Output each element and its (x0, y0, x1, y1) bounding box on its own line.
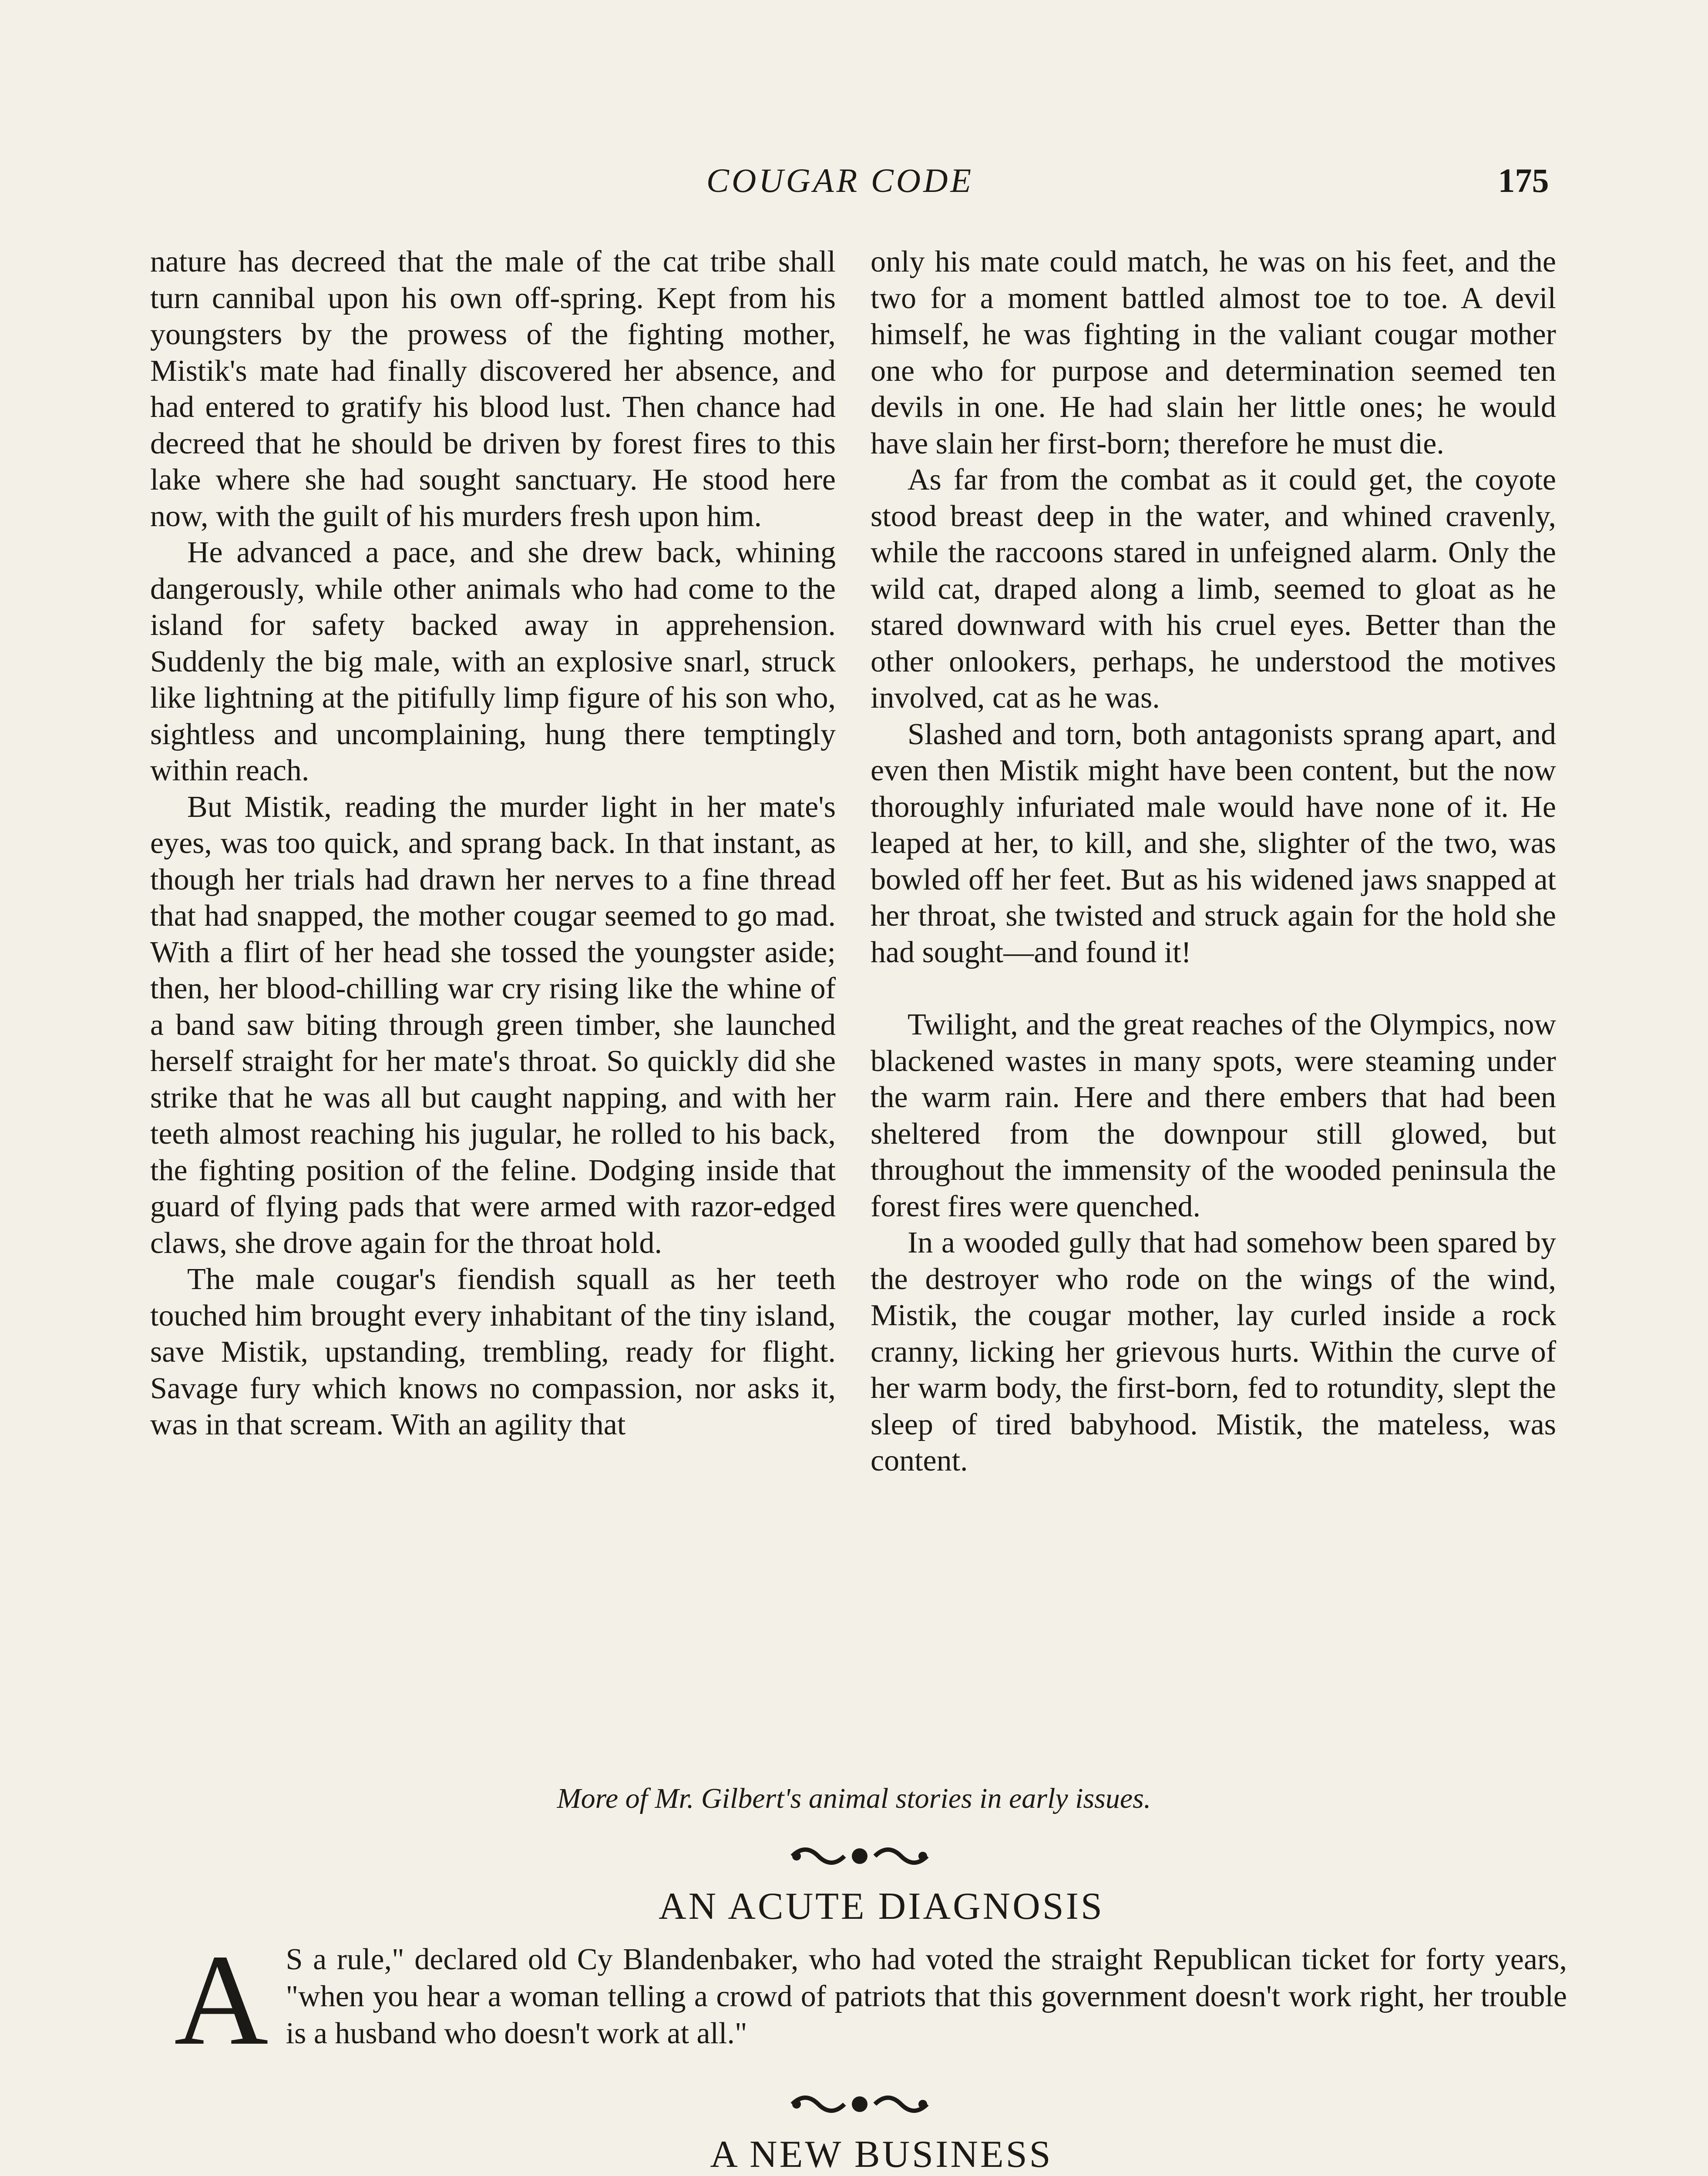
ornament-divider-icon (788, 1841, 931, 1871)
story-paragraph: In a wooded gully that had somehow been spared by the destroyer who rode on the wings of the wind, Mistik, the cougar mother, lay curled inside a rock cranny, licking her grievous hurts. Within the curve of her warm body, the first-born, fed to rotundity, slept the sleep of tired babyhood. Mistik, the mateless, was content. (871, 1226, 1556, 1478)
running-title: COUGAR CODE (706, 161, 974, 199)
filler-title-new-business: A NEW BUSINESS (710, 2133, 1053, 2176)
story-paragraph: He advanced a pace, and she drew back, whining dangerously, while other animals who had come to the island for safety backed away in apprehension. Suddenly the big male, with an explosive snarl, struck like lightning at the pitifully limp figure of his son who, sightless and uncomplaining, hung there temptingly within reach. (150, 536, 836, 787)
author-credit: More of Mr. Gilbert's animal stories in early issues. (557, 1783, 1151, 1814)
story-paragraph: only his mate could match, he was on his feet, and the two for a moment battled almost toe to toe. A devil himself, he was fighting in the valiant cougar mother one who for purpose and determination seemed ten devils in one. He had slain her little ones; he would have slain her first-born; therefore he must die. (871, 245, 1556, 460)
filler-text: S a rule," declared old Cy Blandenbaker, who had voted the straight Republican ticket for forty years, "when you hear a woman telling a crowd of patriots that this government doesn't work right, her trouble is a husband who doesn't work at all." (286, 1943, 1567, 2050)
story-paragraph: As far from the combat as it could get, the coyote stood breast deep in the water, and whined cravenly, while the raccoons stared in unfeigned alarm. Only the wild cat, draped along a limb, seemed to gloat as he stared downward with his cruel eyes. Better than the other onlookers, perhaps, he understood the motives involved, cat as he was. (871, 463, 1556, 715)
story-paragraph: Twilight, and the great reaches of the Olympics, now blackened wastes in many spots, were steaming under the warm rain. Here and there embers that had been sheltered from the downpour still glowed, but throughout the immensity of the wooded peninsula the forest fires were quenched. (871, 1008, 1556, 1223)
filler-title-acute-diagnosis: AN ACUTE DIAGNOSIS (659, 1885, 1104, 1928)
story-paragraph: nature has decreed that the male of the cat tribe shall turn cannibal upon his own off-spring. Kept from his youngsters by the prowess of the fighting mother, Mistik's mate had finally discovered her absence, and had entered to gratify his blood lust. Then chance had decreed that he should be driven by forest fires to this lake where she had sought sanctuary. He stood here now, with the guilt of his murders fresh upon him. (150, 245, 836, 533)
story-paragraph: The male cougar's fiendish squall as her teeth touched him brought every inhabitant of the tiny island, save Mistik, upstanding, trembling, ready for flight. Savage fury which knows no compassion, nor asks it, was in that scream. With an agility that (150, 1263, 836, 1441)
story-paragraph: Slashed and torn, both antagonists sprang apart, and even then Mistik might have been content, but the now thoroughly infuriated male would have none of it. He leaped at her, to kill, and she, slighter of the two, was bowled off her feet. But as his widened jaws snapped at her throat, she twisted and struck again for the hold she had sought—and found it! (871, 717, 1556, 969)
drop-cap: A (174, 1928, 269, 2072)
story-right-column (871, 244, 1556, 1479)
story-paragraph: But Mistik, reading the murder light in her mate's eyes, was too quick, and sprang back. In that instant, as though her trials had drawn her nerves to a fine thread that had snapped, the mother cougar seemed to go mad. With a flirt of her head she tossed the youngster aside; then, her blood-chilling war cry rising like the whine of a band saw biting through green timber, she launched herself straight for her mate's throat. So quickly did she strike that he was all but caught napping, and with her teeth almost reaching his jugular, he rolled to his back, the fighting position of the feline. Dodging inside that guard of flying pads that were armed with razor-edged claws, she drove again for the throat hold. (150, 790, 836, 1260)
filler-acute-diagnosis (174, 1928, 1567, 2072)
story-left-column (150, 244, 836, 1443)
ornament-divider-icon (788, 2089, 931, 2119)
page-number: 175 (1498, 161, 1549, 199)
